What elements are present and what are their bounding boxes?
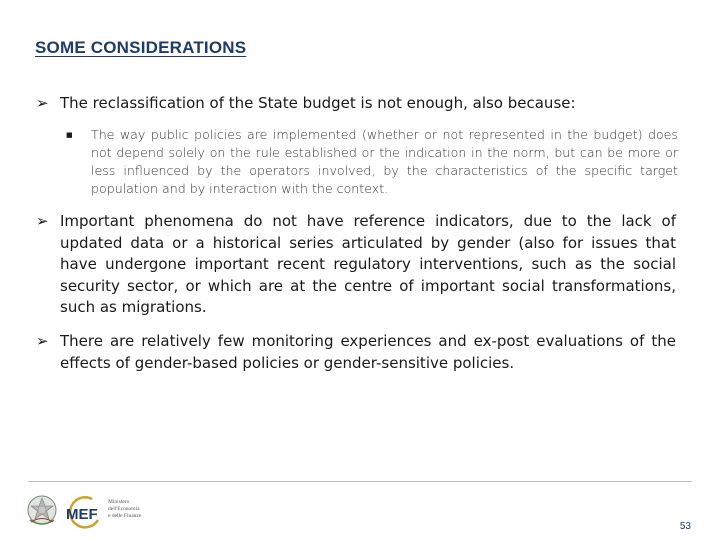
arrow-bullet-icon: ➢ bbox=[36, 212, 49, 230]
ministry-name bbox=[108, 499, 141, 520]
mef-logo-icon bbox=[64, 494, 104, 530]
ministry-line: dell'Economia bbox=[108, 506, 140, 512]
ministry-line: Ministero bbox=[108, 499, 130, 505]
bullet-text: Important phenomena do not have reference indicators, due to the lack of updated data or a historical series articulated by gender (also for issues that have undergone important recent regulatory interventions, such as the social security sector, or which are at the centre of important social transformations, such as migrations. bbox=[60, 212, 676, 316]
slide-title: SOME CONSIDERATIONS bbox=[35, 38, 247, 57]
mef-logo-text: MEF bbox=[66, 506, 98, 523]
bullet-text: There are relatively few monitoring experiences and ex-post evaluations of the effects of gender-based policies or gender-sensitive policies. bbox=[60, 332, 676, 372]
sub-bullet-item bbox=[66, 126, 678, 198]
arrow-bullet-icon: ➢ bbox=[36, 332, 49, 350]
bullet-item bbox=[36, 211, 676, 319]
bullet-item bbox=[36, 93, 676, 114]
page-number: 53 bbox=[679, 521, 691, 532]
footer-divider bbox=[28, 481, 692, 482]
arrow-bullet-icon: ➢ bbox=[36, 94, 49, 112]
italian-emblem-icon bbox=[26, 493, 58, 527]
bullet-text: The reclassification of the State budget is not enough, also because: bbox=[60, 94, 576, 112]
bullet-item bbox=[36, 331, 676, 374]
square-bullet-icon: ■ bbox=[66, 131, 73, 139]
sub-bullet-text: The way public policies are implemented (whether or not represented in the budget) does not depend solely on the rule established or the indication in the norm, but can be more or less influenced by the operators involved, by the characteristics of the specific target population and by interaction with the context. bbox=[91, 127, 678, 196]
ministry-line: e delle Finanze bbox=[108, 513, 142, 519]
